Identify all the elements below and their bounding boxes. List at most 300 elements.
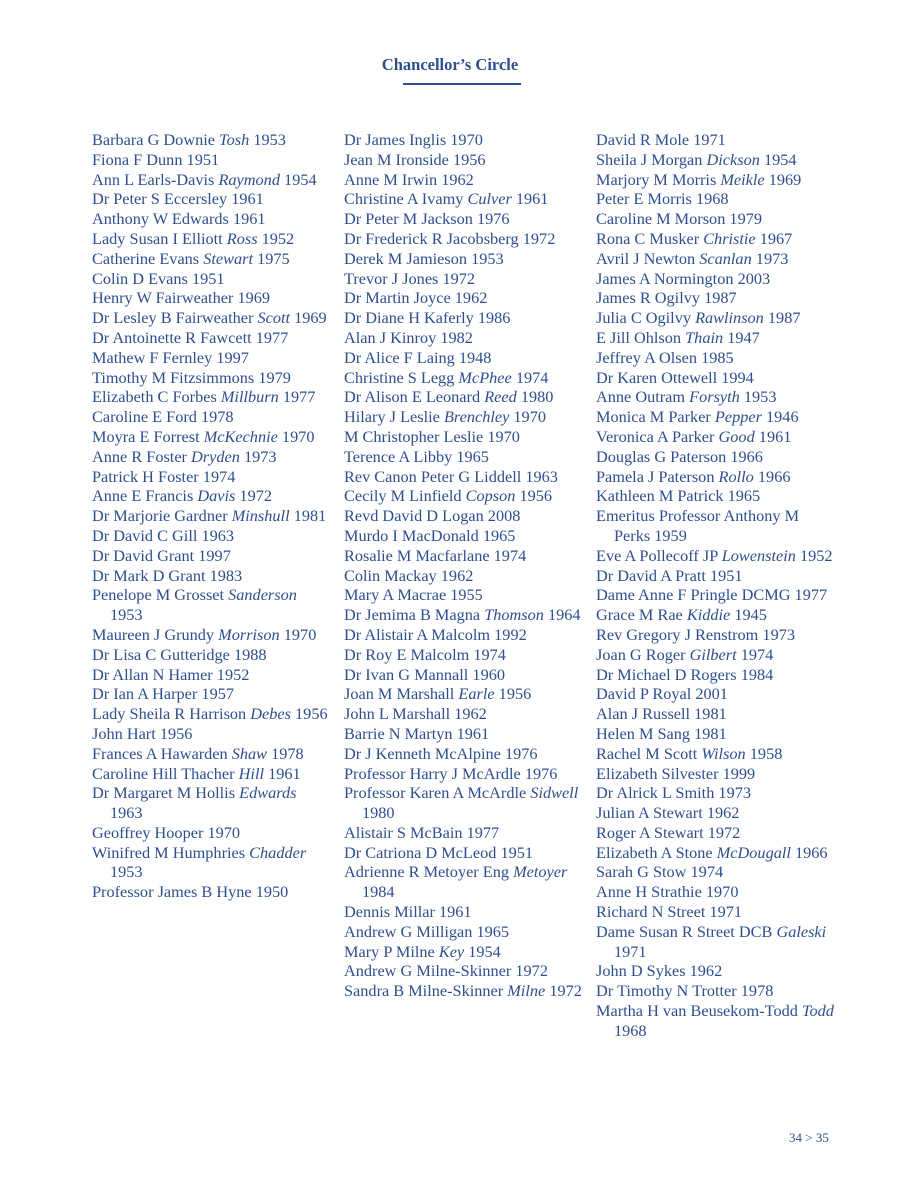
graduation-year: 1963: [110, 803, 143, 823]
name-entry: [344, 526, 584, 546]
graduation-year: 1972: [239, 486, 272, 506]
name-column-3: [596, 130, 836, 1041]
graduation-year: 1954: [284, 169, 317, 189]
name-entry: [344, 625, 584, 645]
title-underline: [403, 83, 521, 85]
former-name: Todd: [801, 1001, 834, 1021]
person-name: Dr Alistair A Malcolm: [344, 624, 491, 644]
name-entry: [92, 447, 332, 467]
name-entry: [92, 506, 332, 526]
graduation-year: 1957: [201, 684, 234, 704]
name-entry: [92, 308, 332, 328]
person-name: Derek M Jamieson: [344, 248, 467, 268]
person-name: Henry W Fairweather: [92, 288, 234, 308]
graduation-year: 1972: [442, 268, 476, 288]
graduation-year: 1962: [706, 803, 740, 823]
graduation-year: 1977: [466, 822, 500, 842]
graduation-year: 1956: [452, 149, 486, 169]
name-entry: [344, 269, 584, 289]
person-name: Dr David Grant: [92, 545, 195, 565]
person-name: Grace M Rae: [596, 605, 683, 625]
graduation-year: 1951: [186, 149, 220, 169]
name-entry: [92, 209, 332, 229]
person-name: Dr David A Pratt: [596, 565, 706, 585]
name-entry: [596, 704, 836, 724]
person-name: Pamela J Paterson: [596, 466, 715, 486]
graduation-year: 1978: [740, 981, 774, 1001]
name-entry: [92, 546, 332, 566]
person-name: Sheila J Morgan: [596, 149, 703, 169]
person-name: Frances A Hawarden: [92, 743, 228, 763]
person-name: Elizabeth Silvester: [596, 763, 719, 783]
name-entry: [92, 150, 332, 170]
graduation-year: 1968: [614, 1020, 647, 1040]
name-entry: [596, 605, 836, 625]
name-entry: [596, 387, 836, 407]
former-name: Davis: [197, 486, 236, 506]
person-name: Dame Anne F Pringle DCMG: [596, 585, 791, 605]
name-entry: [344, 704, 584, 724]
former-name: Milne: [507, 981, 546, 1001]
former-name: Kiddie: [686, 605, 731, 625]
person-name: Dennis Millar: [344, 902, 435, 922]
graduation-year: 1958: [749, 743, 783, 763]
name-entry: [596, 368, 836, 388]
name-entry: [344, 328, 584, 348]
name-entry: [596, 308, 836, 328]
name-entry: [344, 981, 584, 1001]
name-entry: [92, 882, 332, 902]
graduation-year: 1977: [794, 585, 828, 605]
name-entry: [92, 843, 332, 883]
name-column-2: [344, 130, 584, 1001]
graduation-year: 1972: [515, 961, 548, 981]
name-entry: [344, 407, 584, 427]
graduation-year: 1965: [476, 921, 510, 941]
graduation-year: 1997: [198, 545, 231, 565]
graduation-year: 1972: [707, 822, 741, 842]
name-entry: [92, 467, 332, 487]
former-name: Edwards: [239, 783, 297, 803]
name-entry: [92, 328, 332, 348]
graduation-year: 1976: [504, 743, 538, 763]
name-entry: [596, 566, 836, 586]
former-name: McDougall: [716, 842, 791, 862]
name-entry: [596, 823, 836, 843]
person-name: Dame Susan R Street DCB: [596, 921, 773, 941]
former-name: Minshull: [231, 506, 290, 526]
former-name: Hill: [238, 763, 264, 783]
person-name: Alan J Russell: [596, 704, 691, 724]
name-entry: [344, 744, 584, 764]
name-entry: [344, 486, 584, 506]
person-name: John Hart: [92, 723, 156, 743]
person-name: Dr Martin Joyce: [344, 288, 451, 308]
person-name: Professor James B Hyne: [92, 882, 252, 902]
name-entry: [596, 981, 836, 1001]
person-name: Mary A Macrae: [344, 585, 447, 605]
name-entry: [92, 170, 332, 190]
person-name: Andrew G Milne-Skinner: [344, 961, 512, 981]
graduation-year: 1951: [709, 565, 743, 585]
graduation-year: 1974: [473, 644, 506, 664]
graduation-year: 1962: [441, 169, 474, 189]
person-name: Christine S Legg: [344, 367, 455, 387]
person-name: Helen M Sang: [596, 723, 691, 743]
former-name: Sidwell: [530, 783, 579, 803]
graduation-year: 1947: [727, 327, 760, 347]
person-name: Dr Allan N Hamer: [92, 664, 213, 684]
person-name: Alistair S McBain: [344, 822, 463, 842]
name-entry: [596, 645, 836, 665]
person-name: Joan M Marshall: [344, 684, 455, 704]
name-entry: [596, 407, 836, 427]
former-name: McPhee: [458, 367, 512, 387]
graduation-year: 1981: [694, 704, 727, 724]
name-entry: [596, 882, 836, 902]
former-name: Rawlinson: [695, 308, 764, 328]
person-name: Sandra B Milne-Skinner: [344, 981, 504, 1001]
name-entry: [596, 427, 836, 447]
person-name: M Christopher Leslie: [344, 426, 484, 446]
graduation-year: 1954: [468, 941, 501, 961]
graduation-year: 1956: [295, 704, 328, 724]
graduation-year: 1963: [201, 525, 235, 545]
person-name: Dr Catriona D McLeod: [344, 842, 497, 862]
former-name: Rollo: [718, 466, 754, 486]
person-name: Monica M Parker: [596, 407, 711, 427]
person-name: Jean M Ironside: [344, 149, 449, 169]
former-name: Chadder: [249, 842, 307, 862]
person-name: Adrienne R Metoyer Eng: [344, 862, 510, 882]
person-name: Anne H Strathie: [596, 882, 702, 902]
person-name: Murdo I MacDonald: [344, 525, 479, 545]
person-name: Dr James Inglis: [344, 130, 447, 149]
former-name: Reed: [484, 387, 517, 407]
person-name: Mathew F Fernley: [92, 347, 213, 367]
graduation-year: 2001: [695, 684, 728, 704]
former-name: Stewart: [203, 248, 253, 268]
graduation-year: 1974: [493, 545, 527, 565]
graduation-year: 1984: [740, 664, 774, 684]
graduation-year: 1953: [110, 862, 143, 882]
graduation-year: 1978: [271, 743, 304, 763]
graduation-year: 1985: [701, 347, 734, 367]
graduation-year: 1966: [757, 466, 791, 486]
former-name: Thomson: [484, 605, 544, 625]
graduation-year: 1999: [722, 763, 756, 783]
graduation-year: 1953: [110, 605, 143, 625]
graduation-year: 1965: [456, 446, 489, 466]
former-name: Debes: [250, 704, 291, 724]
graduation-year: 1974: [690, 862, 724, 882]
graduation-year: 1969: [768, 169, 802, 189]
person-name: Dr Alison E Leonard: [344, 387, 481, 407]
name-entry: [596, 546, 836, 566]
name-entry: [344, 922, 584, 942]
person-name: Anne E Francis: [92, 486, 194, 506]
graduation-year: 1971: [709, 902, 743, 922]
name-entry: [596, 506, 836, 546]
graduation-year: 1956: [159, 723, 193, 743]
graduation-year: 1992: [494, 624, 527, 644]
page-numbers: 34 > 35: [789, 1130, 829, 1145]
person-name: Dr Lesley B Fairweather: [92, 308, 254, 328]
graduation-year: 1953: [743, 387, 777, 407]
former-name: Dryden: [191, 446, 240, 466]
person-name: Douglas G Paterson: [596, 446, 727, 466]
graduation-year: 1960: [472, 664, 505, 684]
person-name: Dr Roy E Malcolm: [344, 644, 470, 664]
person-name: Dr Peter S Eccersley: [92, 189, 228, 209]
name-entry: [596, 486, 836, 506]
name-entry: [92, 645, 332, 665]
graduation-year: 1983: [209, 565, 243, 585]
former-name: Morrison: [218, 624, 280, 644]
graduation-year: 1980: [362, 803, 395, 823]
name-entry: [596, 862, 836, 882]
name-entry: [596, 189, 836, 209]
name-entry: [596, 744, 836, 764]
person-name: Dr David C Gill: [92, 525, 198, 545]
person-name: Dr Mark D Grant: [92, 565, 206, 585]
graduation-year: 1977: [282, 387, 316, 407]
former-name: Tosh: [219, 130, 250, 149]
graduation-year: 1959: [654, 525, 687, 545]
graduation-year: 1979: [729, 209, 762, 229]
name-entry: [596, 447, 836, 467]
former-name: Sanderson: [228, 585, 297, 605]
graduation-year: 1965: [727, 486, 761, 506]
name-column-1: [92, 130, 332, 902]
name-entry: [92, 566, 332, 586]
graduation-year: 1961: [515, 189, 549, 209]
graduation-year: 1970: [513, 407, 546, 427]
former-name: Raymond: [218, 169, 280, 189]
former-name: Wilson: [701, 743, 746, 763]
person-name: Anthony W Edwards: [92, 209, 229, 229]
graduation-year: 1970: [283, 624, 317, 644]
former-name: Good: [718, 426, 755, 446]
name-entry: [344, 684, 584, 704]
graduation-year: 1974: [740, 644, 774, 664]
graduation-year: 1952: [216, 664, 250, 684]
name-entry: [344, 724, 584, 744]
former-name: Earle: [458, 684, 495, 704]
graduation-year: 1961: [232, 209, 266, 229]
graduation-year: 1961: [758, 426, 792, 446]
person-name: Professor Karen A McArdle: [344, 783, 527, 803]
former-name: Ross: [226, 228, 258, 248]
person-name: Catherine Evans: [92, 248, 200, 268]
graduation-year: 2003: [737, 268, 771, 288]
person-name: Lady Sheila R Harrison: [92, 704, 247, 724]
graduation-year: 1974: [202, 466, 236, 486]
name-entry: [596, 348, 836, 368]
person-name: David P Royal: [596, 684, 692, 704]
graduation-year: 1962: [689, 961, 723, 981]
name-entry: [92, 704, 332, 724]
graduation-year: 1973: [718, 783, 751, 803]
former-name: McKechnie: [203, 426, 278, 446]
person-name: Eve A Pollecoff JP: [596, 545, 718, 565]
graduation-year: 1972: [522, 228, 556, 248]
graduation-year: 1956: [519, 486, 553, 506]
graduation-year: 1994: [721, 367, 754, 387]
graduation-year: 1980: [520, 387, 554, 407]
name-entry: [92, 348, 332, 368]
person-name: Dr Antoinette R Fawcett: [92, 327, 252, 347]
graduation-year: 1962: [454, 288, 488, 308]
graduation-year: 1946: [766, 407, 799, 427]
name-entry: [92, 486, 332, 506]
person-name: Caroline E Ford: [92, 407, 197, 427]
name-entry: [596, 585, 836, 605]
graduation-year: 1961: [231, 189, 264, 209]
name-entry: [92, 625, 332, 645]
person-name: Hilary J Leslie: [344, 407, 440, 427]
graduation-year: 1970: [207, 822, 241, 842]
person-name: Veronica A Parker: [596, 426, 715, 446]
graduation-year: 1970: [450, 130, 483, 149]
name-entry: [344, 961, 584, 981]
person-name: Andrew G Milligan: [344, 921, 473, 941]
name-entry: [344, 605, 584, 625]
name-entry: [344, 546, 584, 566]
graduation-year: 1987: [704, 288, 737, 308]
person-name: Lady Susan I Elliott: [92, 228, 223, 248]
former-name: Shaw: [231, 743, 268, 763]
graduation-year: 1982: [440, 327, 473, 347]
graduation-year: 1951: [191, 268, 225, 288]
former-name: Brenchley: [443, 407, 510, 427]
graduation-year: 1981: [293, 506, 327, 526]
name-entry: [596, 288, 836, 308]
graduation-year: 1964: [547, 605, 581, 625]
person-name: Caroline M Morson: [596, 209, 726, 229]
person-name: Dr Lisa C Gutteridge: [92, 644, 230, 664]
person-name: Rev Canon Peter G Liddell: [344, 466, 522, 486]
graduation-year: 1945: [734, 605, 767, 625]
graduation-year: 1952: [800, 545, 833, 565]
name-entry: [344, 427, 584, 447]
graduation-year: 1997: [216, 347, 249, 367]
graduation-year: 1979: [258, 367, 291, 387]
person-name: Dr Alrick L Smith: [596, 783, 715, 803]
graduation-year: 1955: [450, 585, 483, 605]
person-name: Rev Gregory J Renstrom: [596, 624, 759, 644]
graduation-year: 1981: [694, 723, 727, 743]
name-entry: [92, 189, 332, 209]
former-name: Culver: [467, 189, 512, 209]
name-entry: [92, 744, 332, 764]
name-entry: [596, 170, 836, 190]
name-entry: [596, 803, 836, 823]
person-name: Dr Timothy N Trotter: [596, 981, 737, 1001]
person-name: Dr Margaret M Hollis: [92, 783, 236, 803]
former-name: Millburn: [220, 387, 279, 407]
graduation-year: 1963: [525, 466, 558, 486]
name-entry: [344, 902, 584, 922]
person-name: Caroline Hill Thacher: [92, 763, 235, 783]
person-name: Dr Jemima B Magna: [344, 605, 481, 625]
person-name: Julian A Stewart: [596, 803, 703, 823]
name-entry: [92, 288, 332, 308]
person-name: Peter E Morris: [596, 189, 692, 209]
person-name: Fiona F Dunn: [92, 149, 183, 169]
graduation-year: 1962: [440, 565, 474, 585]
person-name: Dr Frederick R Jacobsberg: [344, 228, 519, 248]
person-name: E Jill Ohlson: [596, 327, 682, 347]
name-entry: [344, 645, 584, 665]
graduation-year: 1967: [759, 228, 793, 248]
graduation-year: 1978: [200, 407, 234, 427]
person-name: Penelope M Grosset: [92, 585, 225, 605]
name-entry: [596, 961, 836, 981]
name-entry: [344, 764, 584, 784]
person-name: Alan J Kinroy: [344, 327, 437, 347]
name-entry: [92, 764, 332, 784]
page-header: [0, 55, 900, 75]
person-name: Ann L Earls-Davis: [92, 169, 215, 189]
name-entry: [344, 447, 584, 467]
former-name: Dickson: [706, 149, 760, 169]
name-entry: [92, 368, 332, 388]
name-entry: [596, 783, 836, 803]
graduation-year: 1950: [255, 882, 289, 902]
former-name: Scott: [257, 308, 291, 328]
name-entry: [596, 467, 836, 487]
name-entry: [596, 665, 836, 685]
name-entry: [596, 130, 836, 150]
person-name: Dr Karen Ottewell: [596, 367, 718, 387]
person-name: Rosalie M Macfarlane: [344, 545, 490, 565]
former-name: Scanlan: [699, 248, 752, 268]
person-name: Terence A Libby: [344, 446, 453, 466]
former-name: Meikle: [720, 169, 765, 189]
person-name: Dr Diane H Kaferly: [344, 308, 474, 328]
name-entry: [596, 328, 836, 348]
name-entry: [596, 902, 836, 922]
person-name: Rachel M Scott: [596, 743, 698, 763]
person-name: Barrie N Martyn: [344, 723, 453, 743]
person-name: Julia C Ogilvy: [596, 308, 691, 328]
name-entry: [92, 249, 332, 269]
name-entry: [92, 229, 332, 249]
graduation-year: 1970: [487, 426, 520, 446]
person-name: David R Mole: [596, 130, 690, 149]
person-name: Geoffrey Hooper: [92, 822, 204, 842]
person-name: Trevor J Jones: [344, 268, 439, 288]
person-name: Dr J Kenneth McAlpine: [344, 743, 501, 763]
person-name: Winifred M Humphries: [92, 842, 246, 862]
person-name: Colin D Evans: [92, 268, 188, 288]
name-entry: [344, 170, 584, 190]
former-name: Christie: [703, 228, 756, 248]
person-name: John L Marshall: [344, 704, 451, 724]
name-entry: [92, 823, 332, 843]
name-entry: [344, 665, 584, 685]
person-name: Mary P Milne: [344, 941, 435, 961]
name-entry: [344, 387, 584, 407]
name-entry: [344, 566, 584, 586]
person-name: Elizabeth A Stone: [596, 842, 713, 862]
name-entry: [344, 150, 584, 170]
person-name: Moyra E Forrest: [92, 426, 200, 446]
graduation-year: 1951: [500, 842, 534, 862]
name-entry: [344, 229, 584, 249]
name-entry: [596, 1001, 836, 1041]
